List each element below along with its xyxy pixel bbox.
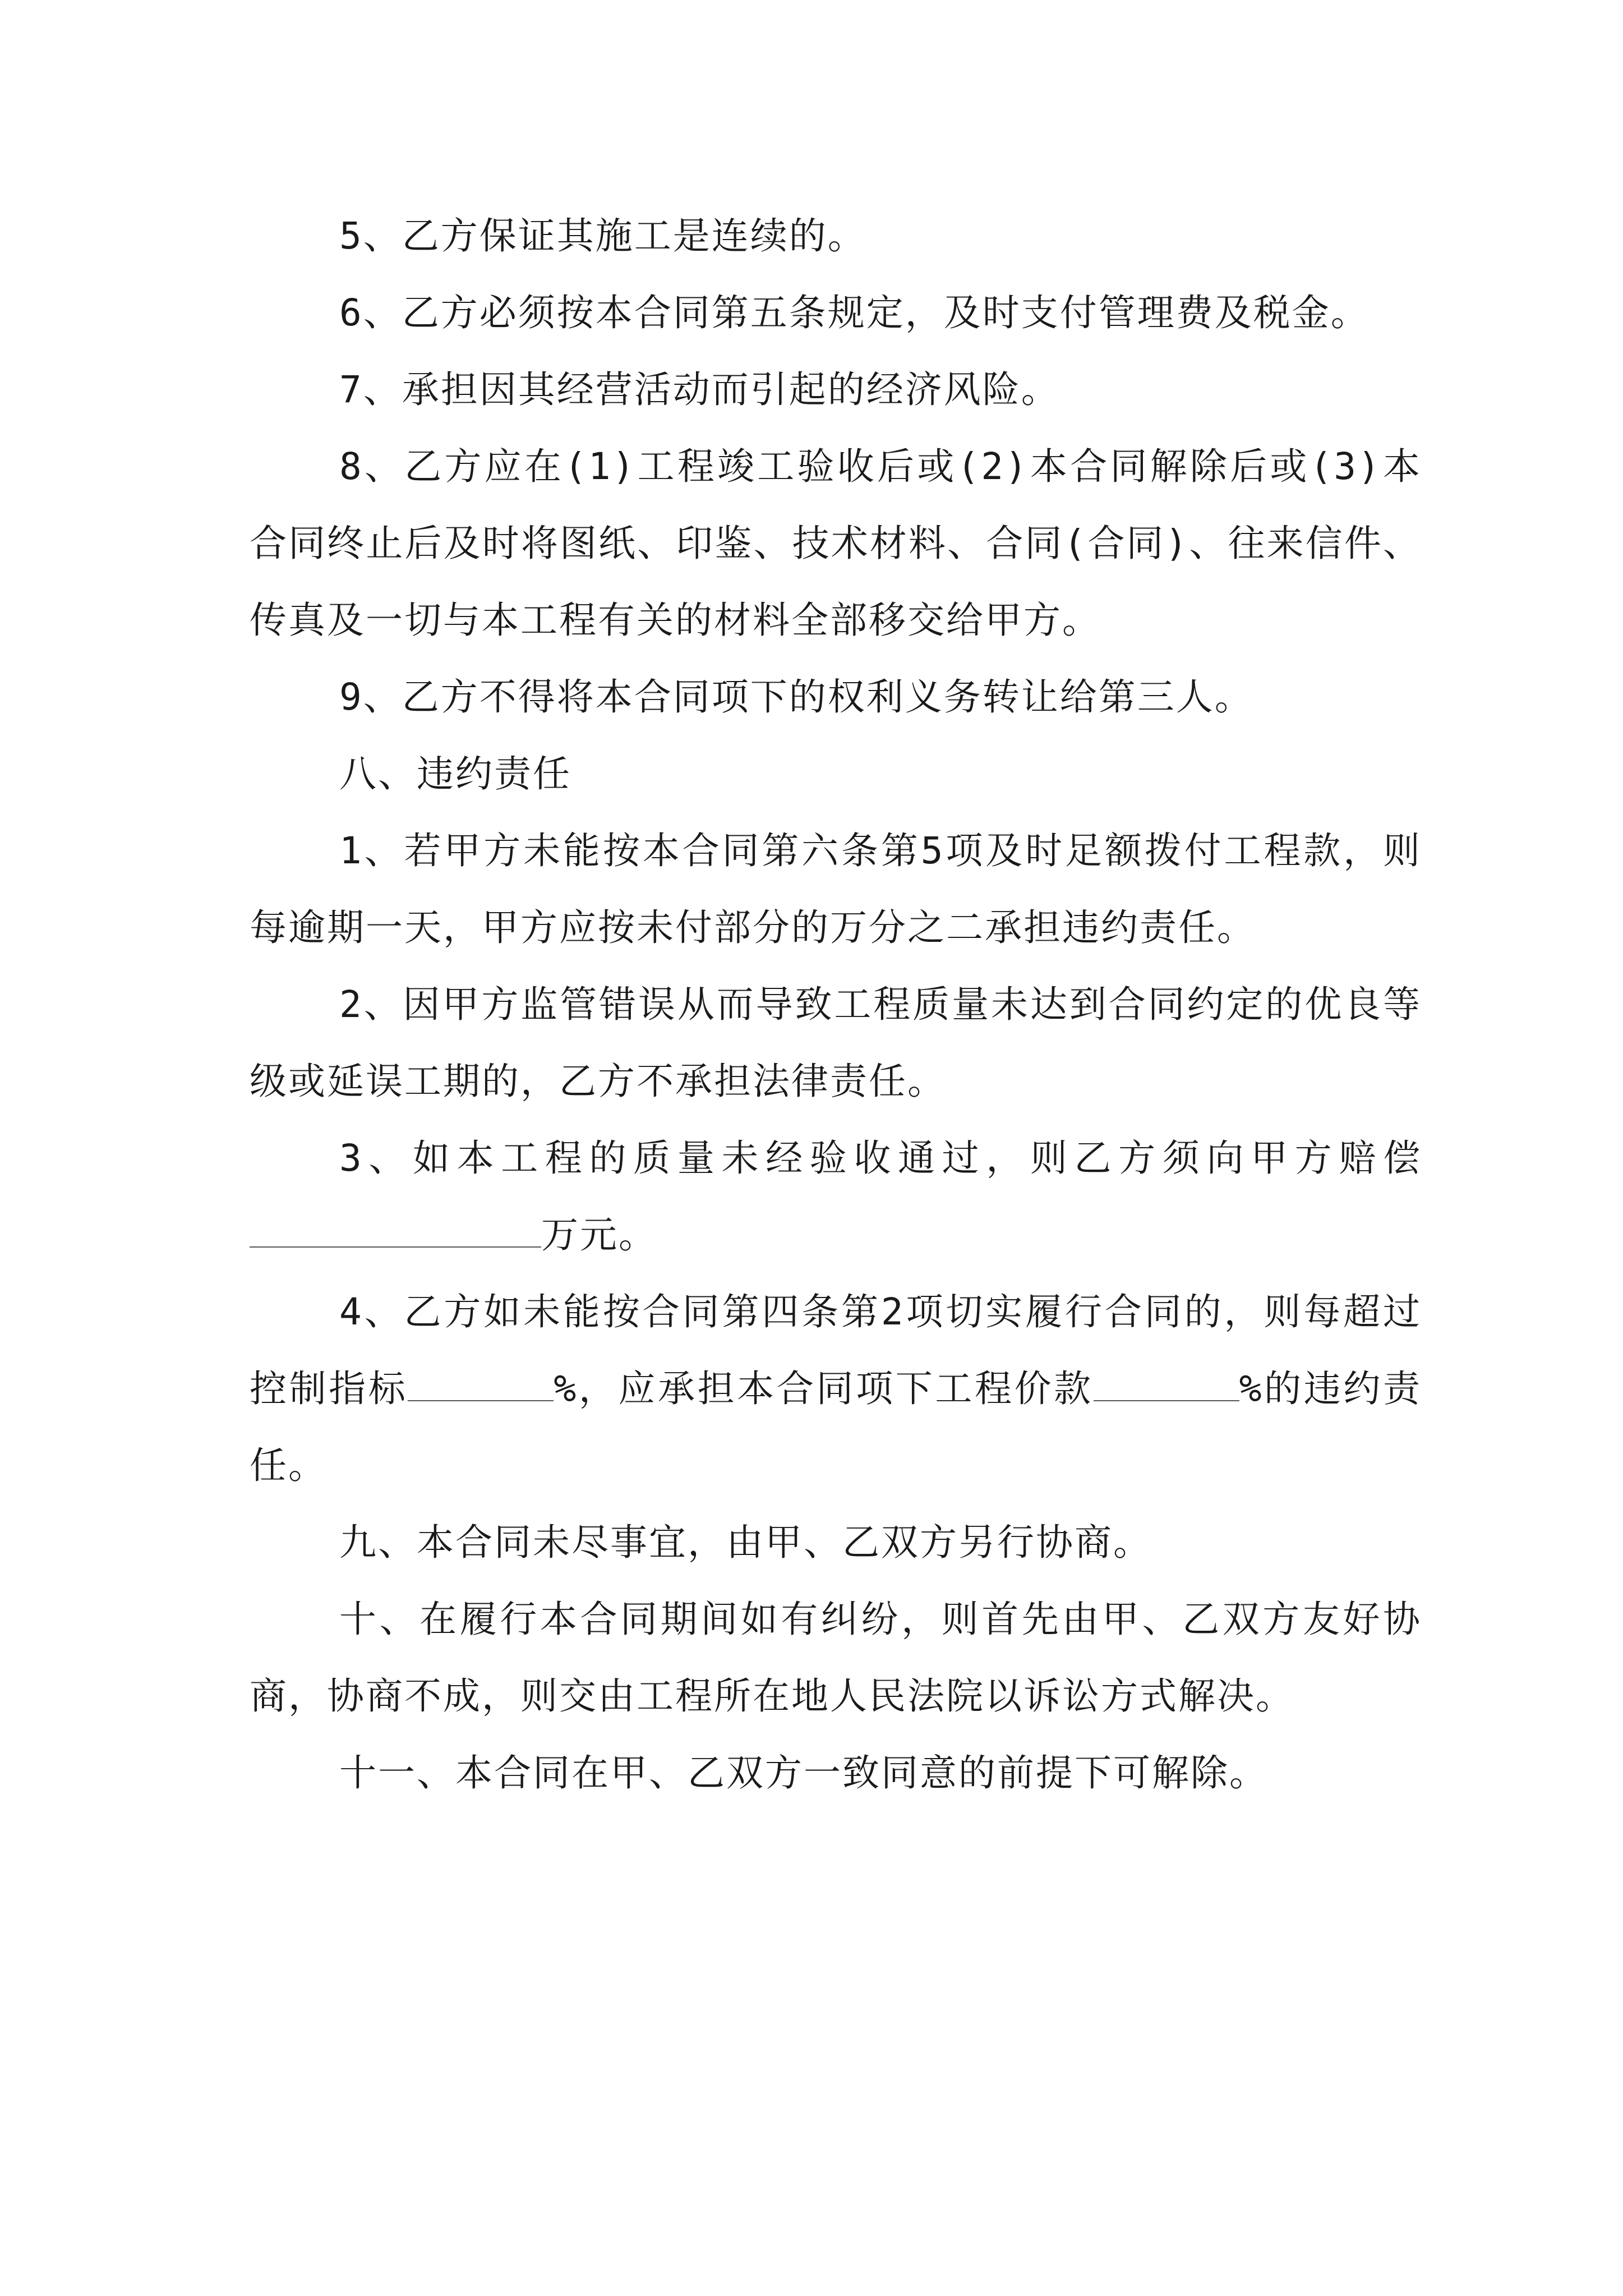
document-body (250, 197, 1422, 1811)
clause-text: %，应承担本合同项下工程价款 (554, 1367, 1094, 1410)
blank-field (1094, 1369, 1239, 1401)
section-heading: 八、违约责任 (339, 752, 571, 795)
clause-text: %的违约责任。 (250, 1367, 1422, 1487)
clause-text: 3、如本工程的质量未经验收通过，则乙方须向甲方赔偿 (339, 1137, 1422, 1180)
blank-field (250, 1215, 541, 1248)
clause-paragraph: 九、本合同未尽事宜，由甲、乙双方另行协商。 (339, 1521, 1152, 1564)
clause-paragraph: 十一、本合同在甲、乙双方一致同意的前提下可解除。 (339, 1751, 1268, 1795)
clause-text: 4、乙方如未能按合同第四条第2项切实履行合同的，则每超过控制指标 (250, 1290, 1422, 1410)
clause-paragraph: 6、乙方必须按本合同第五条规定，及时支付管理费及税金。 (339, 291, 1370, 334)
clause-paragraph: 7、承担因其经营活动而引起的经济风险。 (339, 368, 1060, 411)
clause-paragraph: 十、在履行本合同期间如有纠纷，则首先由甲、乙双方友好协商，协商不成，则交由工程所在地人民法院以诉讼方式解决。 (250, 1598, 1422, 1718)
clause-text: 万元。 (541, 1213, 657, 1257)
clause-paragraph: 2、因甲方监管错误从而导致工程质量未达到合同约定的优良等级或延误工期的，乙方不承担法律责任。 (250, 983, 1422, 1103)
clause-paragraph (250, 1120, 1422, 1273)
clause-paragraph: 5、乙方保证其施工是连续的。 (339, 214, 866, 257)
clause-paragraph: 8、乙方应在(1)工程竣工验收后或(2)本合同解除后或(3)本合同终止后及时将图纸、印鉴、技术材料、合同(合同)、往来信件、传真及一切与本工程有关的材料全部移交给甲方。 (250, 445, 1422, 642)
clause-paragraph: 9、乙方不得将本合同项下的权利义务转让给第三人。 (339, 675, 1253, 719)
clause-paragraph: 1、若甲方未能按本合同第六条第5项及时足额拨付工程款，则每逾期一天，甲方应按未付部分的万分之二承担违约责任。 (250, 829, 1422, 949)
blank-field (408, 1369, 554, 1401)
clause-paragraph (250, 1273, 1422, 1504)
